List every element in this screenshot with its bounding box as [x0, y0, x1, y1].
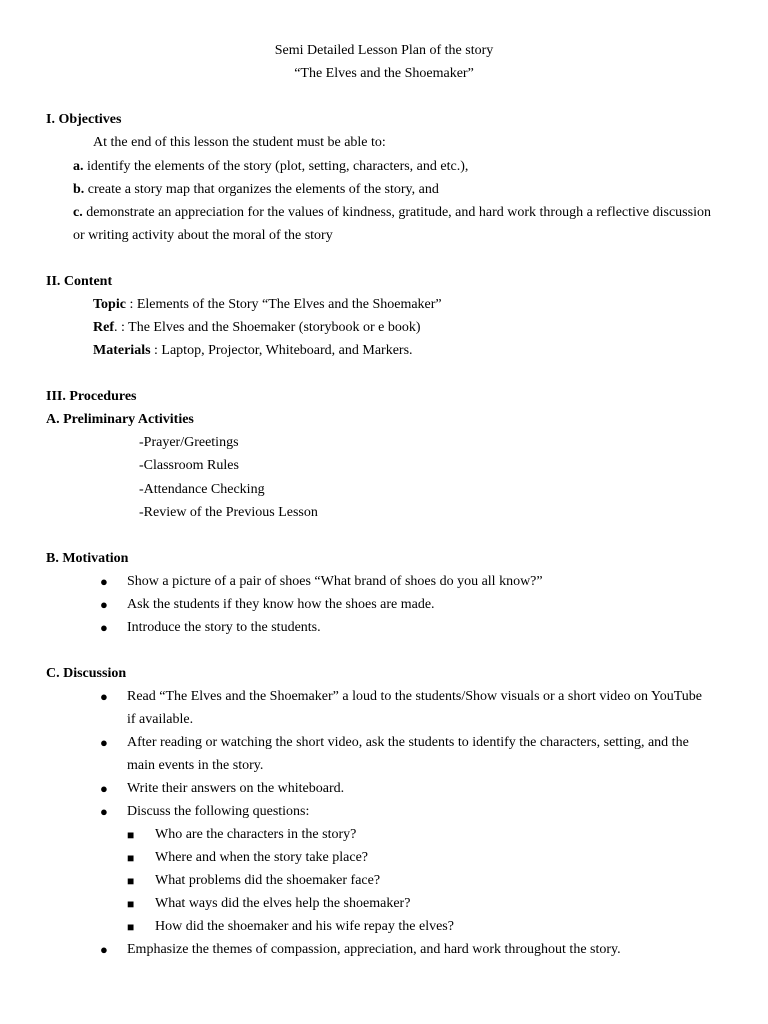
- procedures-heading: III. Procedures: [46, 389, 137, 404]
- bullet-dot-icon: ●: [100, 689, 108, 704]
- title-line-2: “The Elves and the Shoemaker”: [294, 66, 474, 81]
- discussion-item-continued: main events in the story.: [127, 758, 264, 773]
- content-ref: Ref. : The Elves and the Shoemaker (storybook or e book): [93, 320, 421, 335]
- discussion-question: What ways did the elves help the shoemaker?: [155, 896, 411, 911]
- bullet-dot-icon: ●: [100, 574, 108, 589]
- motivation-heading: B. Motivation: [46, 551, 129, 566]
- content-materials: Materials : Laptop, Projector, Whiteboard, and Markers.: [93, 343, 413, 358]
- bullet-square-icon: ■: [127, 920, 135, 934]
- content-topic: Topic : Elements of the Story “The Elves and the Shoemaker”: [93, 297, 442, 312]
- discussion-item: Write their answers on the whiteboard.: [127, 781, 345, 796]
- motivation-item: Show a picture of a pair of shoes “What brand of shoes do you all know?”: [127, 574, 543, 589]
- bullet-square-icon: ■: [127, 897, 135, 911]
- bullet-dot-icon: ●: [100, 804, 108, 819]
- bullet-square-icon: ■: [127, 851, 135, 865]
- discussion-item: Emphasize the themes of compassion, appreciation, and hard work throughout the story.: [127, 942, 621, 957]
- discussion-question: How did the shoemaker and his wife repay the elves?: [155, 919, 454, 934]
- discussion-item-continued: if available.: [127, 712, 194, 727]
- bullet-square-icon: ■: [127, 874, 135, 888]
- bullet-dot-icon: ●: [100, 781, 108, 796]
- preliminary-item: -Classroom Rules: [139, 458, 239, 473]
- objective-c-continued: or writing activity about the moral of the story: [73, 228, 333, 243]
- title-line-1: Semi Detailed Lesson Plan of the story: [274, 43, 494, 58]
- discussion-item: After reading or watching the short video, ask the students to identify the characters, setting, and the: [127, 735, 689, 750]
- objectives-heading: I. Objectives: [46, 112, 122, 127]
- bullet-dot-icon: ●: [100, 942, 108, 957]
- preliminary-item: -Prayer/Greetings: [139, 435, 239, 450]
- preliminary-item: -Review of the Previous Lesson: [139, 505, 318, 520]
- discussion-question: Who are the characters in the story?: [155, 827, 357, 842]
- objectives-intro: At the end of this lesson the student must be able to:: [93, 135, 386, 150]
- discussion-heading: C. Discussion: [46, 666, 127, 681]
- motivation-item: Ask the students if they know how the shoes are made.: [127, 597, 435, 612]
- discussion-item: Discuss the following questions:: [127, 804, 310, 819]
- bullet-dot-icon: ●: [100, 735, 108, 750]
- objective-c: c. demonstrate an appreciation for the values of kindness, gratitude, and hard work through a reflective discussion: [73, 205, 711, 220]
- bullet-dot-icon: ●: [100, 597, 108, 612]
- discussion-item: Read “The Elves and the Shoemaker” a loud to the students/Show visuals or a short video on YouTube: [127, 689, 702, 704]
- motivation-item: Introduce the story to the students.: [127, 620, 321, 635]
- discussion-question: Where and when the story take place?: [155, 850, 369, 865]
- bullet-square-icon: ■: [127, 828, 135, 842]
- content-heading: II. Content: [46, 274, 113, 289]
- bullet-dot-icon: ●: [100, 620, 108, 635]
- discussion-question: What problems did the shoemaker face?: [155, 873, 381, 888]
- objective-a: a. identify the elements of the story (plot, setting, characters, and etc.),: [73, 159, 469, 174]
- preliminary-heading: A. Preliminary Activities: [46, 412, 194, 427]
- preliminary-item: -Attendance Checking: [139, 482, 265, 497]
- objective-b: b. create a story map that organizes the elements of the story, and: [73, 182, 439, 197]
